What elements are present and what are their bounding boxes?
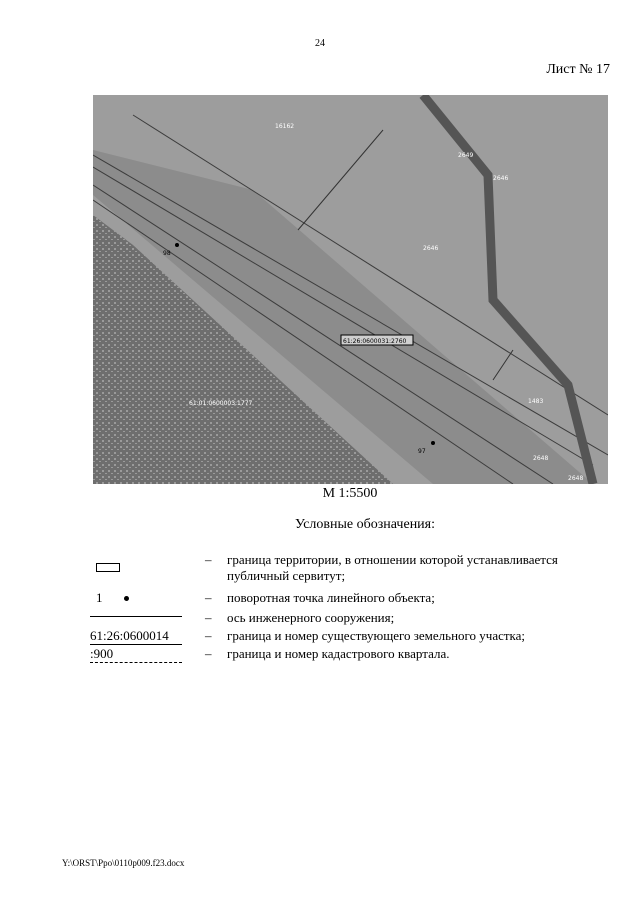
- map-label: 1483: [528, 398, 544, 405]
- legend-dash: –: [205, 646, 212, 661]
- legend-item-quarter: [90, 646, 620, 664]
- legend-text: граница и номер существующего земельного участка;: [227, 628, 526, 643]
- point-number-symbol: 1: [96, 590, 103, 605]
- legend-dash: –: [205, 628, 212, 643]
- legend-dash: –: [205, 552, 212, 567]
- turning-point-98: [175, 243, 179, 247]
- legend-text: ось инженерного сооружения;: [227, 610, 395, 625]
- map-scale: М 1:5500: [322, 486, 378, 501]
- page-number: 24: [315, 38, 325, 49]
- legend-item-turning-point: [90, 590, 620, 608]
- quarter-number-symbol: :900: [90, 646, 182, 663]
- file-path-footer: Y:\ORST\Ppo\0110p009.f23.docx: [62, 858, 185, 868]
- legend-item-axis: [90, 610, 620, 628]
- legend-item-parcel: [90, 628, 620, 646]
- legend-text: граница и номер кадастрового квартала.: [227, 646, 450, 661]
- turning-point-97: [431, 441, 435, 445]
- legend-text: поворотная точка линейного объекта;: [227, 590, 435, 605]
- legend-text: граница территории, в отношении которой устанавливается публичный сервитут;: [227, 552, 558, 583]
- sheet-label: Лист № 17: [546, 62, 610, 77]
- dot-icon: [124, 596, 129, 601]
- map-label: 16162: [275, 123, 295, 130]
- cadastral-map: [93, 95, 608, 484]
- parcel-number-symbol: 61:26:0600014: [90, 628, 182, 645]
- map-label: 97: [418, 448, 426, 455]
- map-label: 2648: [568, 475, 584, 482]
- legend-dash: –: [205, 610, 212, 625]
- legend-item-servitude: [90, 552, 620, 586]
- map-label: 2649: [458, 152, 474, 159]
- map-label: 2648: [533, 455, 549, 462]
- map-label: 61:01:0600003:1777: [189, 400, 253, 407]
- legend-dash: –: [205, 590, 212, 605]
- map-label: 2646: [493, 175, 509, 182]
- map-label: 2646: [423, 245, 439, 252]
- map-graphic: [93, 95, 608, 484]
- rectangle-boundary-symbol: [96, 563, 120, 572]
- map-label: 61:26:0600031:2760: [343, 338, 407, 345]
- axis-line-symbol: [90, 616, 182, 617]
- map-label: 98: [163, 250, 171, 257]
- legend-title: Условные обозначения:: [294, 517, 436, 532]
